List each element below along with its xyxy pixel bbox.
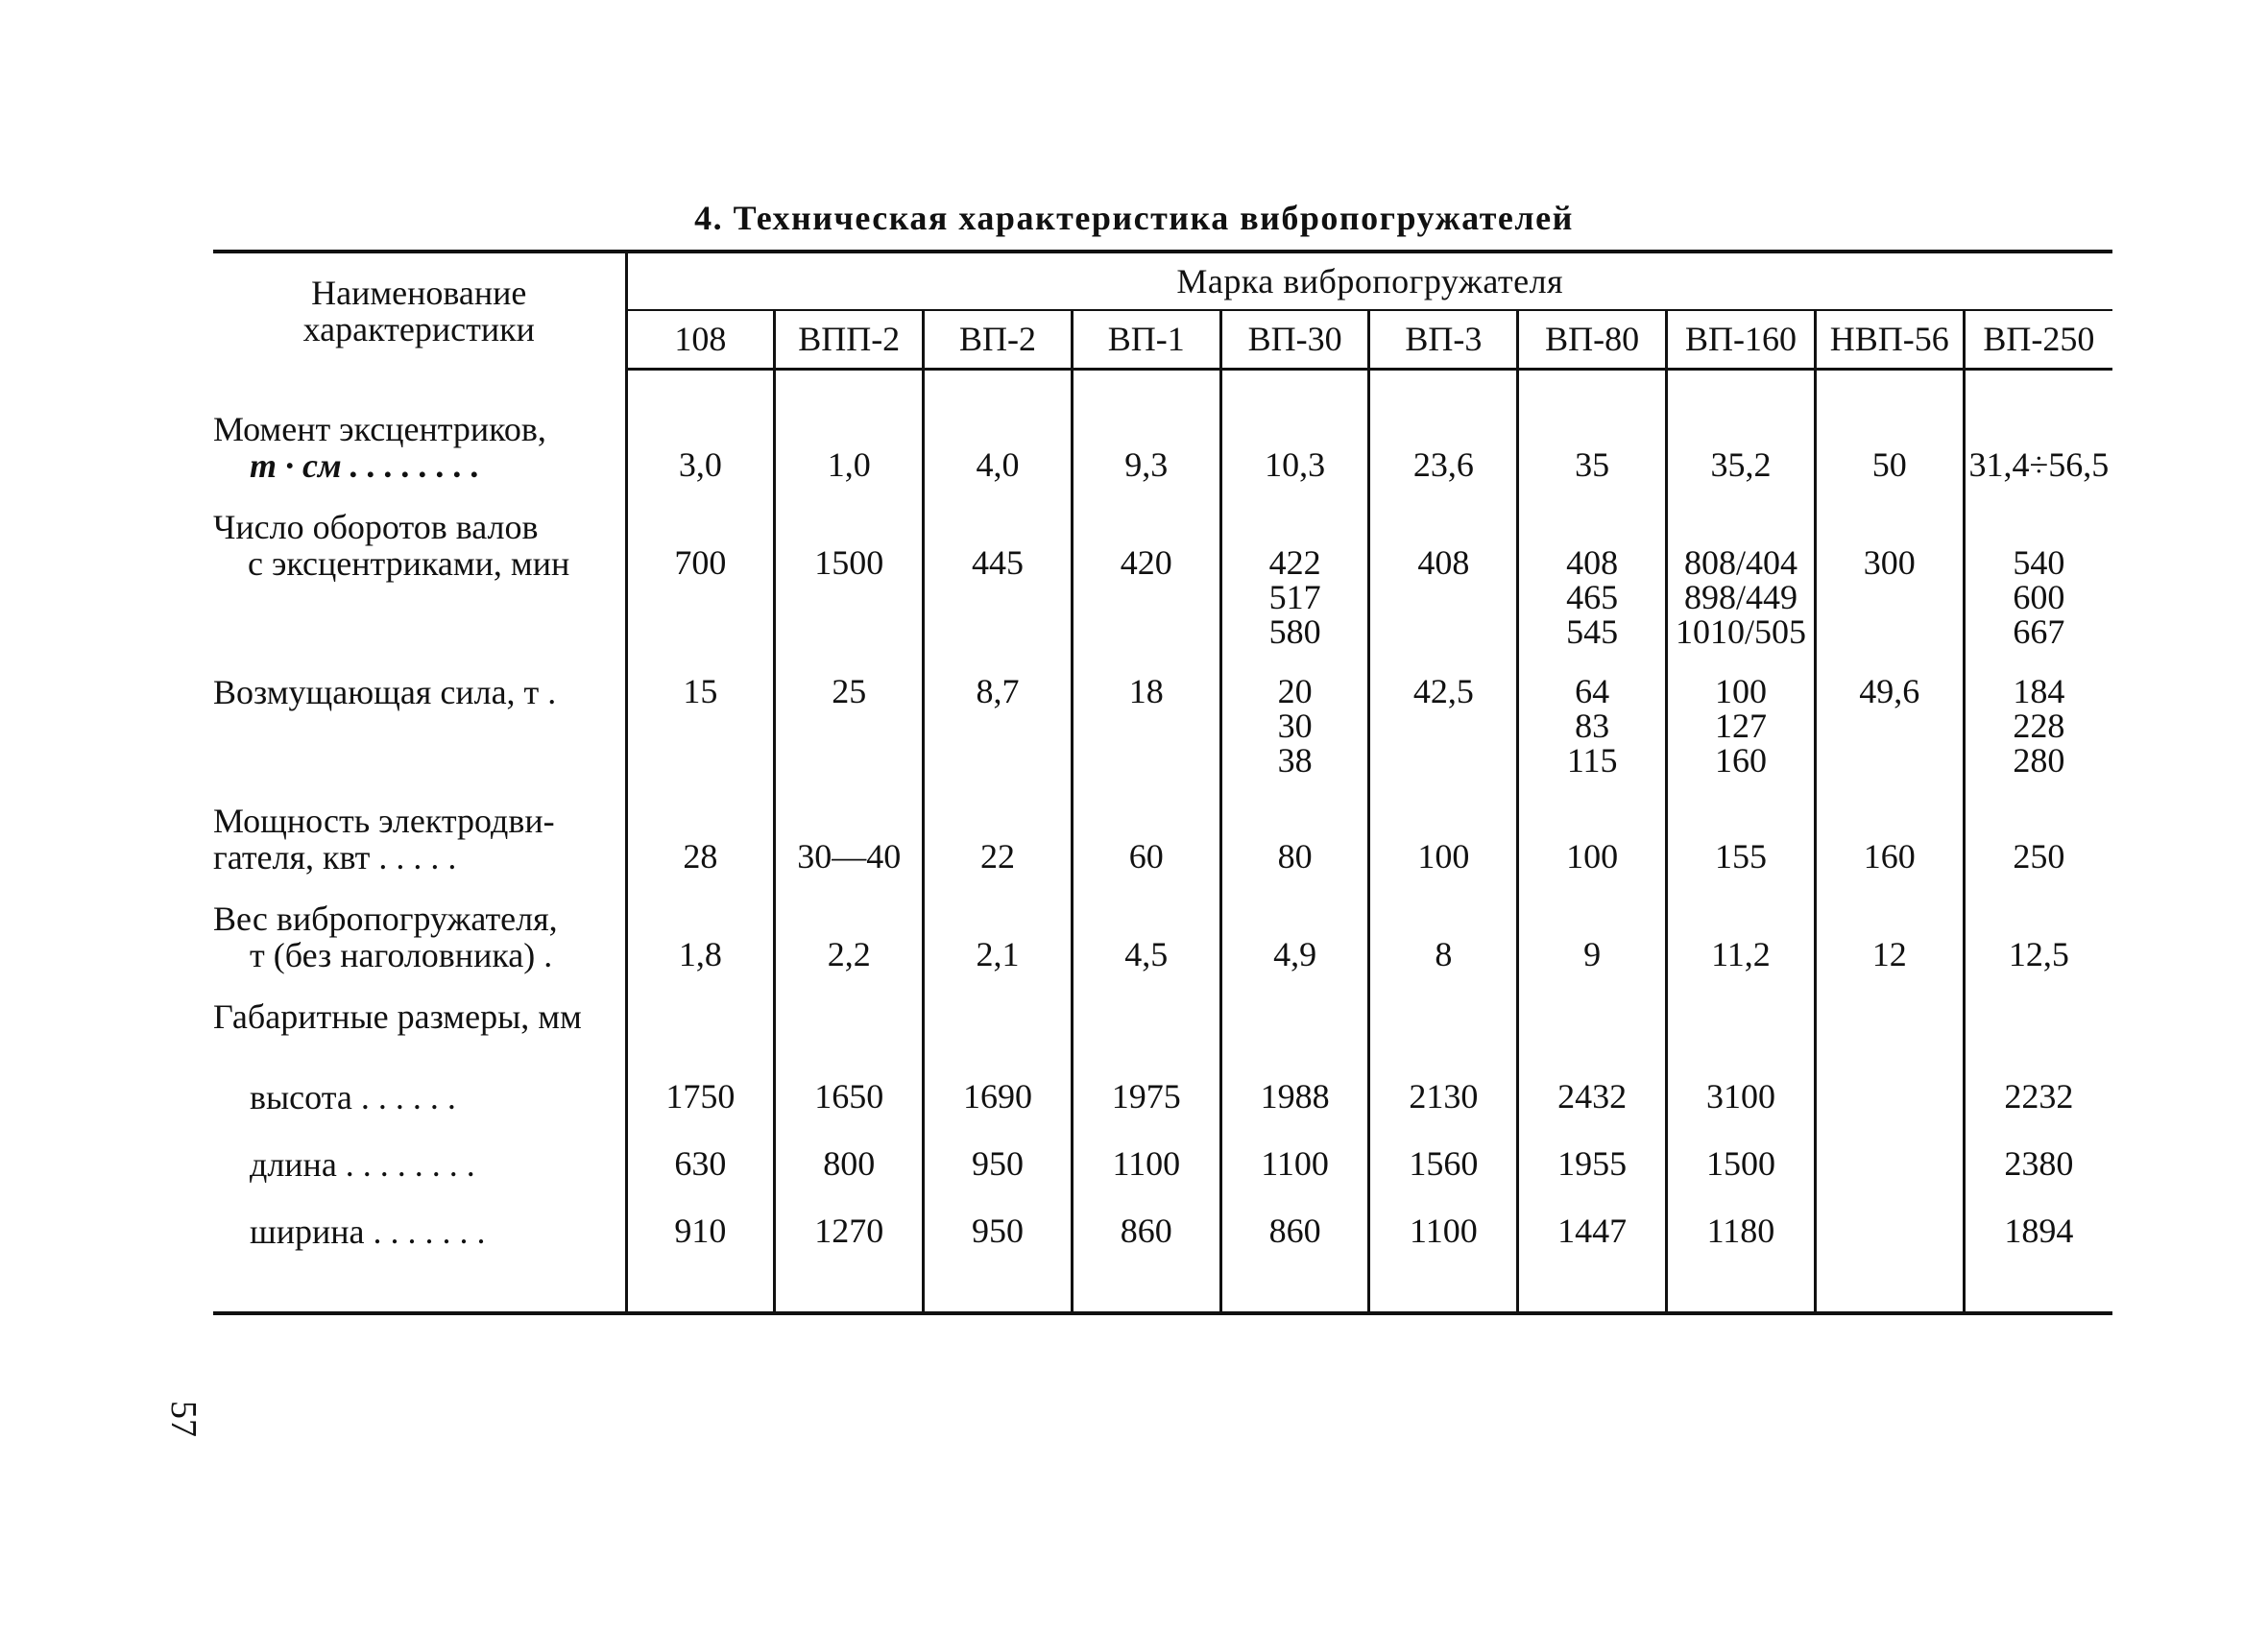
table-title: 4. Техническая характеристика вибропогружателей (694, 199, 1574, 237)
table-cell: 910 (626, 1188, 775, 1256)
table-cell: 22 (924, 797, 1073, 895)
table-cell: 25 (775, 668, 924, 797)
table-cell: 250 (1964, 797, 2112, 895)
table-cell: 2232 (1964, 1054, 2112, 1121)
table-cell: 950 (924, 1188, 1073, 1256)
row-force (213, 668, 2112, 797)
table-cell (1815, 1188, 1964, 1256)
table-cell: 300 (1815, 503, 1964, 668)
table-cell: 4,5 (1072, 895, 1220, 993)
specs-table (213, 250, 2112, 1315)
row-label: Момент эксцентриков, т · см . . . . . . . . (213, 409, 546, 485)
table-cell: 860 (1220, 1188, 1369, 1256)
table-cell: 2,2 (775, 895, 924, 993)
table-cell: 1988 (1220, 1054, 1369, 1121)
header-model: ВП-30 (1220, 310, 1369, 369)
table-cell: 100 127 160 (1667, 668, 1816, 797)
table-cell: 12,5 (1964, 895, 2112, 993)
table-cell: 1447 (1518, 1188, 1667, 1256)
table-cell (1815, 1121, 1964, 1188)
table-cell: 420 (1072, 503, 1220, 668)
row-dims-heading (213, 993, 2112, 1054)
row-label: Возмущающая сила, т . (213, 672, 557, 711)
table-cell: 50 (1815, 405, 1964, 503)
row-label: Число оборотов валов с эксцентриками, мин (213, 507, 570, 583)
header-characteristic-name: Наименование характеристики (213, 252, 626, 369)
table-cell: 630 (626, 1121, 775, 1188)
table-cell: 4,0 (924, 405, 1073, 503)
table-cell: 10,3 (1220, 405, 1369, 503)
row-label: Мощность электродви- гателя, квт . . . . . (213, 801, 555, 876)
header-model: ВП-1 (1072, 310, 1220, 369)
row-width (213, 1188, 2112, 1256)
table-cell: 700 (626, 503, 775, 668)
table-cell: 64 83 115 (1518, 668, 1667, 797)
header-model: ВП-160 (1667, 310, 1816, 369)
table-cell: 42,5 (1369, 668, 1518, 797)
table-cell: 1,8 (626, 895, 775, 993)
table-cell: 808/404 898/449 1010/505 (1667, 503, 1816, 668)
table-cell: 3100 (1667, 1054, 1816, 1121)
header-model-group: Марка вибропогружателя (626, 252, 2112, 310)
header-model: НВП-56 (1815, 310, 1964, 369)
row-label: высота . . . . . . (250, 1077, 456, 1116)
table-cell: 2380 (1964, 1121, 2112, 1188)
table-cell: 1894 (1964, 1188, 2112, 1256)
table-cell: 4,9 (1220, 895, 1369, 993)
table-cell: 80 (1220, 797, 1369, 895)
table-cell: 100 (1518, 797, 1667, 895)
table-cell: 35 (1518, 405, 1667, 503)
table-cell: 950 (924, 1121, 1073, 1188)
table-cell: 1100 (1072, 1121, 1220, 1188)
table-cell: 1270 (775, 1188, 924, 1256)
table-cell: 160 (1815, 797, 1964, 895)
header-model: 108 (626, 310, 775, 369)
table-cell: 9,3 (1072, 405, 1220, 503)
table-cell: 60 (1072, 797, 1220, 895)
table-cell: 408 465 545 (1518, 503, 1667, 668)
header-model: ВПП-2 (775, 310, 924, 369)
table-cell: 1560 (1369, 1121, 1518, 1188)
table-cell: 2130 (1369, 1054, 1518, 1121)
row-label: Вес вибропогружателя, т (без наголовника) . (213, 899, 558, 974)
table-cell: 1500 (1667, 1121, 1816, 1188)
table-cell: 155 (1667, 797, 1816, 895)
row-power (213, 797, 2112, 895)
table-cell: 1500 (775, 503, 924, 668)
table-cell: 9 (1518, 895, 1667, 993)
table-cell: 408 (1369, 503, 1518, 668)
header-model: ВП-3 (1369, 310, 1518, 369)
table-cell: 1975 (1072, 1054, 1220, 1121)
row-label: длина . . . . . . . . (250, 1144, 475, 1184)
table-cell: 20 30 38 (1220, 668, 1369, 797)
table-cell: 1100 (1369, 1188, 1518, 1256)
table-cell: 1100 (1220, 1121, 1369, 1188)
row-height (213, 1054, 2112, 1121)
table-cell: 445 (924, 503, 1073, 668)
table-cell: 422 517 580 (1220, 503, 1369, 668)
table-cell: 1955 (1518, 1121, 1667, 1188)
row-label: ширина . . . . . . . (250, 1212, 486, 1251)
table-cell: 540 600 667 (1964, 503, 2112, 668)
table-cell: 23,6 (1369, 405, 1518, 503)
table-cell: 1690 (924, 1054, 1073, 1121)
table-cell: 49,6 (1815, 668, 1964, 797)
table-cell: 30—40 (775, 797, 924, 895)
table-cell: 100 (1369, 797, 1518, 895)
table-cell: 35,2 (1667, 405, 1816, 503)
row-rpm (213, 503, 2112, 668)
table-cell: 11,2 (1667, 895, 1816, 993)
table-cell (1815, 1054, 1964, 1121)
table-cell: 28 (626, 797, 775, 895)
table-cell: 1180 (1667, 1188, 1816, 1256)
header-model: ВП-2 (924, 310, 1073, 369)
table-cell: 1,0 (775, 405, 924, 503)
row-moment (213, 405, 2112, 503)
table-cell: 860 (1072, 1188, 1220, 1256)
table-cell: 18 (1072, 668, 1220, 797)
table-cell: 2,1 (924, 895, 1073, 993)
table-cell: 800 (775, 1121, 924, 1188)
page-number: 57 (163, 1401, 204, 1437)
header-model: ВП-250 (1964, 310, 2112, 369)
table-cell: 1750 (626, 1054, 775, 1121)
table-cell: 8 (1369, 895, 1518, 993)
row-weight (213, 895, 2112, 993)
table-cell: 8,7 (924, 668, 1073, 797)
table-cell: 2432 (1518, 1054, 1667, 1121)
table-cell: 12 (1815, 895, 1964, 993)
row-label: Габаритные размеры, мм (213, 996, 582, 1036)
table-cell: 31,4÷56,5 (1964, 405, 2112, 503)
row-length (213, 1121, 2112, 1188)
table-cell: 1650 (775, 1054, 924, 1121)
header-model: ВП-80 (1518, 310, 1667, 369)
table-cell: 184 228 280 (1964, 668, 2112, 797)
table-cell: 15 (626, 668, 775, 797)
table-cell: 3,0 (626, 405, 775, 503)
